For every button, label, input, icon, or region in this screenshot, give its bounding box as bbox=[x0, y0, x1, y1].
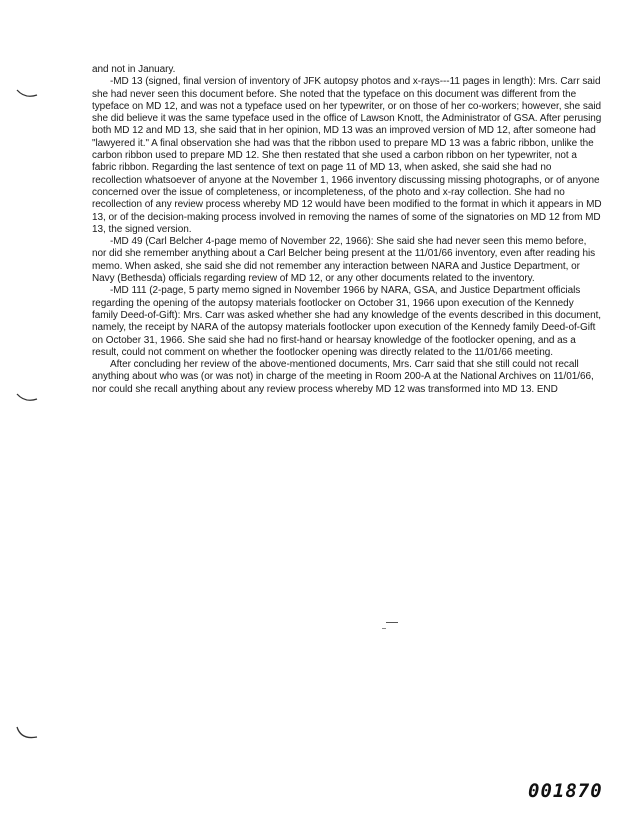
paragraph-conclusion: After concluding her review of the above-mentioned documents, Mrs. Carr said that she still could not recall anything about who was (or was not) in charge of the meeting in Room 200-A at the National Archives on 11/01/66, nor could she recall anything about any review process whereby MD 12 was transformed into MD 13. END bbox=[92, 359, 594, 395]
document-number-stamp: 001870 bbox=[528, 780, 603, 802]
punch-hole-mark-middle bbox=[16, 392, 38, 404]
paragraph-md111: -MD 111 (2-page, 5 party memo signed in November 1966 by NARA, GSA, and Justice Department officials regarding the opening of the autopsy materials footlocker on October 31, 1966 upon execution of the Kennedy family Deed-of-Gift): Mrs. Carr was asked whether she had any knowledge of the events described in this document, namely, the receipt by NARA of the autopsy materials footlocker upon execution of the Kennedy family Deed-of-Gift on October 31, 1966. She said she had no first-hand or hearsay knowledge of the footlocker opening, and as a result, could not comment on whether the footlocker opening was directly related to the 11/01/66 meeting. bbox=[92, 285, 602, 358]
scan-artifact bbox=[386, 622, 398, 623]
document-body bbox=[92, 64, 602, 396]
scan-artifact-small bbox=[382, 628, 386, 629]
paragraph-continuation: and not in January. bbox=[92, 64, 176, 75]
punch-hole-mark-top bbox=[16, 88, 38, 100]
paragraph-md13: -MD 13 (signed, final version of inventory of JFK autopsy photos and x-rays---11 pages in length): Mrs. Carr said she had never seen this document before. She noted that the typeface on this document was different from the typeface on MD 12, and was not a typeface used on her typewriter, or on those of her co-workers; however, she said she did believe it was the same typeface used in the office of Lawson Knott, the Administrator of GSA. After perusing both MD 12 and MD 13, she said that in her opinion, MD 13 was an improved version of MD 12, after someone had "lawyered it." A final observation she had was that the ribbon used to prepare MD 13 was a fabric ribbon, unlike the carbon ribbon used to prepare MD 12. She then restated that she used a carbon ribbon on her typewriter, not a fabric ribbon. Regarding the last sentence of text on page 11 of MD 13, when asked, she said she had no recollection whatsoever of anyone at the November 1, 1966 inventory discussing missing photographs, or of anyone concerned over the issue of completeness, or incompleteness, of the photo and x-ray collection. She had no recollection of any review process whereby MD 12 would have been modified to the format in which it appears in MD 13, or of the decision-making process involved in removing the names of some of the signatories on MD 12 from MD 13, the signed version. bbox=[92, 76, 602, 235]
paragraph-md49: -MD 49 (Carl Belcher 4-page memo of November 22, 1966): She said she had never seen this memo before, nor did she remember anything about a Carl Belcher being present at the 11/01/66 inventory, even after reading his memo. When asked, she said she did not remember any interaction between NARA and Justice Department, or Navy (Bethesda) officials regarding review of MD 12, or any other documents related to the inventory. bbox=[92, 236, 596, 285]
punch-hole-mark-bottom bbox=[16, 726, 38, 742]
